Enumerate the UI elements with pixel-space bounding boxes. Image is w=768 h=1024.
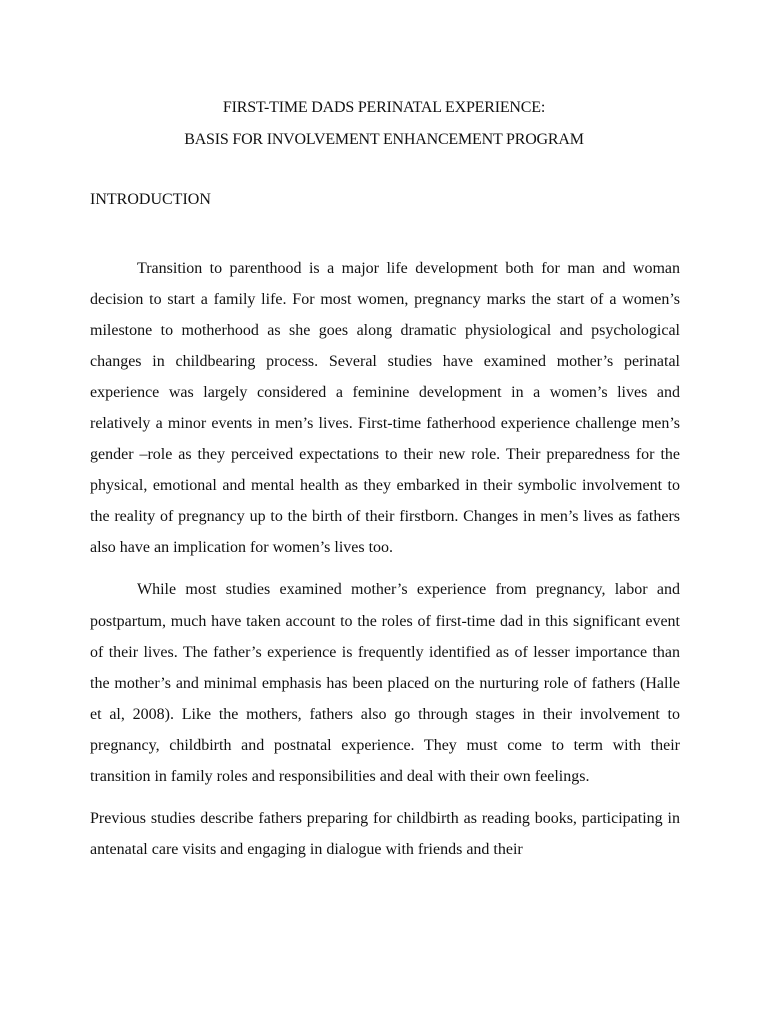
paragraph-2: While most studies examined mother’s experience from pregnancy, labor and postpartum, much have taken account to the roles of first-time dad in this significant event of their lives. The father’s experience is frequently identified as of lesser importance than the mother’s and minimal emphasis has been placed on the nurturing role of fathers (Halle et al, 2008). Like the mothers, fathers also go through stages in their involvement to pregnancy, childbirth and postnatal experience. They must come to term with their transition in family roles and responsibilities and deal with their own feelings.: [90, 581, 680, 785]
title-line-1: FIRST-TIME DADS PERINATAL EXPERIENCE:: [222, 99, 546, 116]
body-text: [90, 253, 680, 876]
paragraph-3: Previous studies describe fathers preparing for childbirth as reading books, participating in antenatal care visits and engaging in dialogue with friends and their: [90, 809, 680, 858]
section-heading: INTRODUCTION: [90, 191, 211, 208]
title-line-2: BASIS FOR INVOLVEMENT ENHANCEMENT PROGRAM: [184, 131, 584, 148]
document-title: [0, 92, 768, 156]
paragraph-1: Transition to parenthood is a major life development both for man and woman decision to start a family life. For most women, pregnancy marks the start of a women’s milestone to motherhood as she goes along dramatic physiological and psychological changes in childbearing process. Several studies have examined mother’s perinatal experience was largely considered a feminine development in a women’s lives and relatively a minor events in men’s lives. First-time fatherhood experience challenge men’s gender –role as they perceived expectations to their new role. Their preparedness for the physical, emotional and mental health as they embarked in their symbolic involvement to the reality of pregnancy up to the birth of their firstborn. Changes in men’s lives as fathers also have an implication for women’s lives too.: [90, 260, 680, 557]
